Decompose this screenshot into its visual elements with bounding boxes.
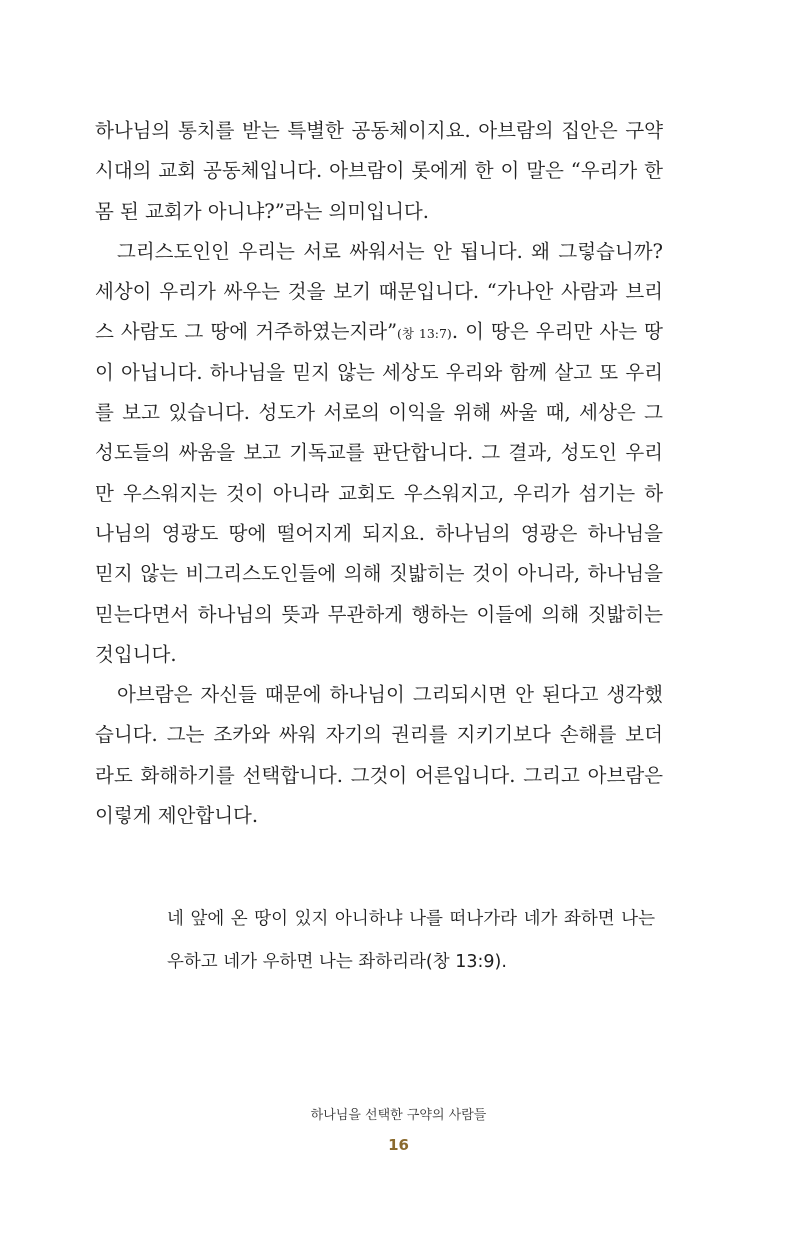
text-line: 이렇게 제안합니다. xyxy=(95,804,259,828)
text-line xyxy=(95,312,663,352)
block-quote xyxy=(167,898,655,984)
scripture-reference: (창 13:7) xyxy=(397,326,452,342)
text-line: 믿는다면서 하나님의 뜻과 무관하게 행하는 이들에 의해 짓밟히는 xyxy=(95,602,663,626)
page-number: 16 xyxy=(388,1136,409,1154)
quoted-verse: 스 사람도 그 땅에 거주하였는지라” xyxy=(95,320,398,344)
text-line: 세상이 우리가 싸우는 것을 보기 때문입니다. “가나안 사람과 브리 xyxy=(95,280,663,304)
text-line: 시대의 교회 공동체입니다. 아브람이 롯에게 한 이 말은 “우리가 한 xyxy=(95,159,663,183)
quote-line: 네 앞에 온 땅이 있지 아니하냐 나를 떠나가라 네가 좌하면 나는 xyxy=(167,909,655,929)
text-line: 만 우스워지는 것이 아니라 교회도 우스워지고, 우리가 섬기는 하 xyxy=(95,481,663,505)
body-text xyxy=(95,111,663,836)
text-line: 믿지 않는 비그리스도인들에 의해 짓밟히는 것이 아니라, 하나님을 xyxy=(95,562,663,586)
text-line: 아브람은 자신들 때문에 하나님이 그리되시면 안 된다고 생각했 xyxy=(117,683,663,707)
text-line: 라도 화해하기를 선택합니다. 그것이 어른입니다. 그리고 아브람은 xyxy=(95,763,663,787)
text-line: 성도들의 싸움을 보고 기독교를 판단합니다. 그 결과, 성도인 우리 xyxy=(95,441,663,465)
text-line: 몸 된 교회가 아니냐?”라는 의미입니다. xyxy=(95,199,429,223)
text-line: 것입니다. xyxy=(95,642,177,666)
quote-line: 우하고 네가 우하면 나는 좌하리라(창 13:9). xyxy=(167,952,507,972)
text-line: 그리스도인인 우리는 서로 싸워서는 안 됩니다. 왜 그렇습니까? xyxy=(117,239,663,263)
text-line: 이 아닙니다. 하나님을 믿지 않는 세상도 우리와 함께 살고 또 우리 xyxy=(95,360,663,384)
text-fragment: . 이 땅은 우리만 사는 땅 xyxy=(451,320,663,344)
text-line: 를 보고 있습니다. 성도가 서로의 이익을 위해 싸울 때, 세상은 그 xyxy=(95,401,663,425)
running-footer-title: 하나님을 선택한 구약의 사람들 xyxy=(310,1108,487,1123)
text-line: 나님의 영광도 땅에 떨어지게 되지요. 하나님의 영광은 하나님을 xyxy=(95,521,663,545)
text-line: 습니다. 그는 조카와 싸워 자기의 권리를 지키기보다 손해를 보더 xyxy=(95,723,663,747)
text-line: 하나님의 통치를 받는 특별한 공동체이지요. 아브람의 집안은 구약 xyxy=(95,119,663,142)
